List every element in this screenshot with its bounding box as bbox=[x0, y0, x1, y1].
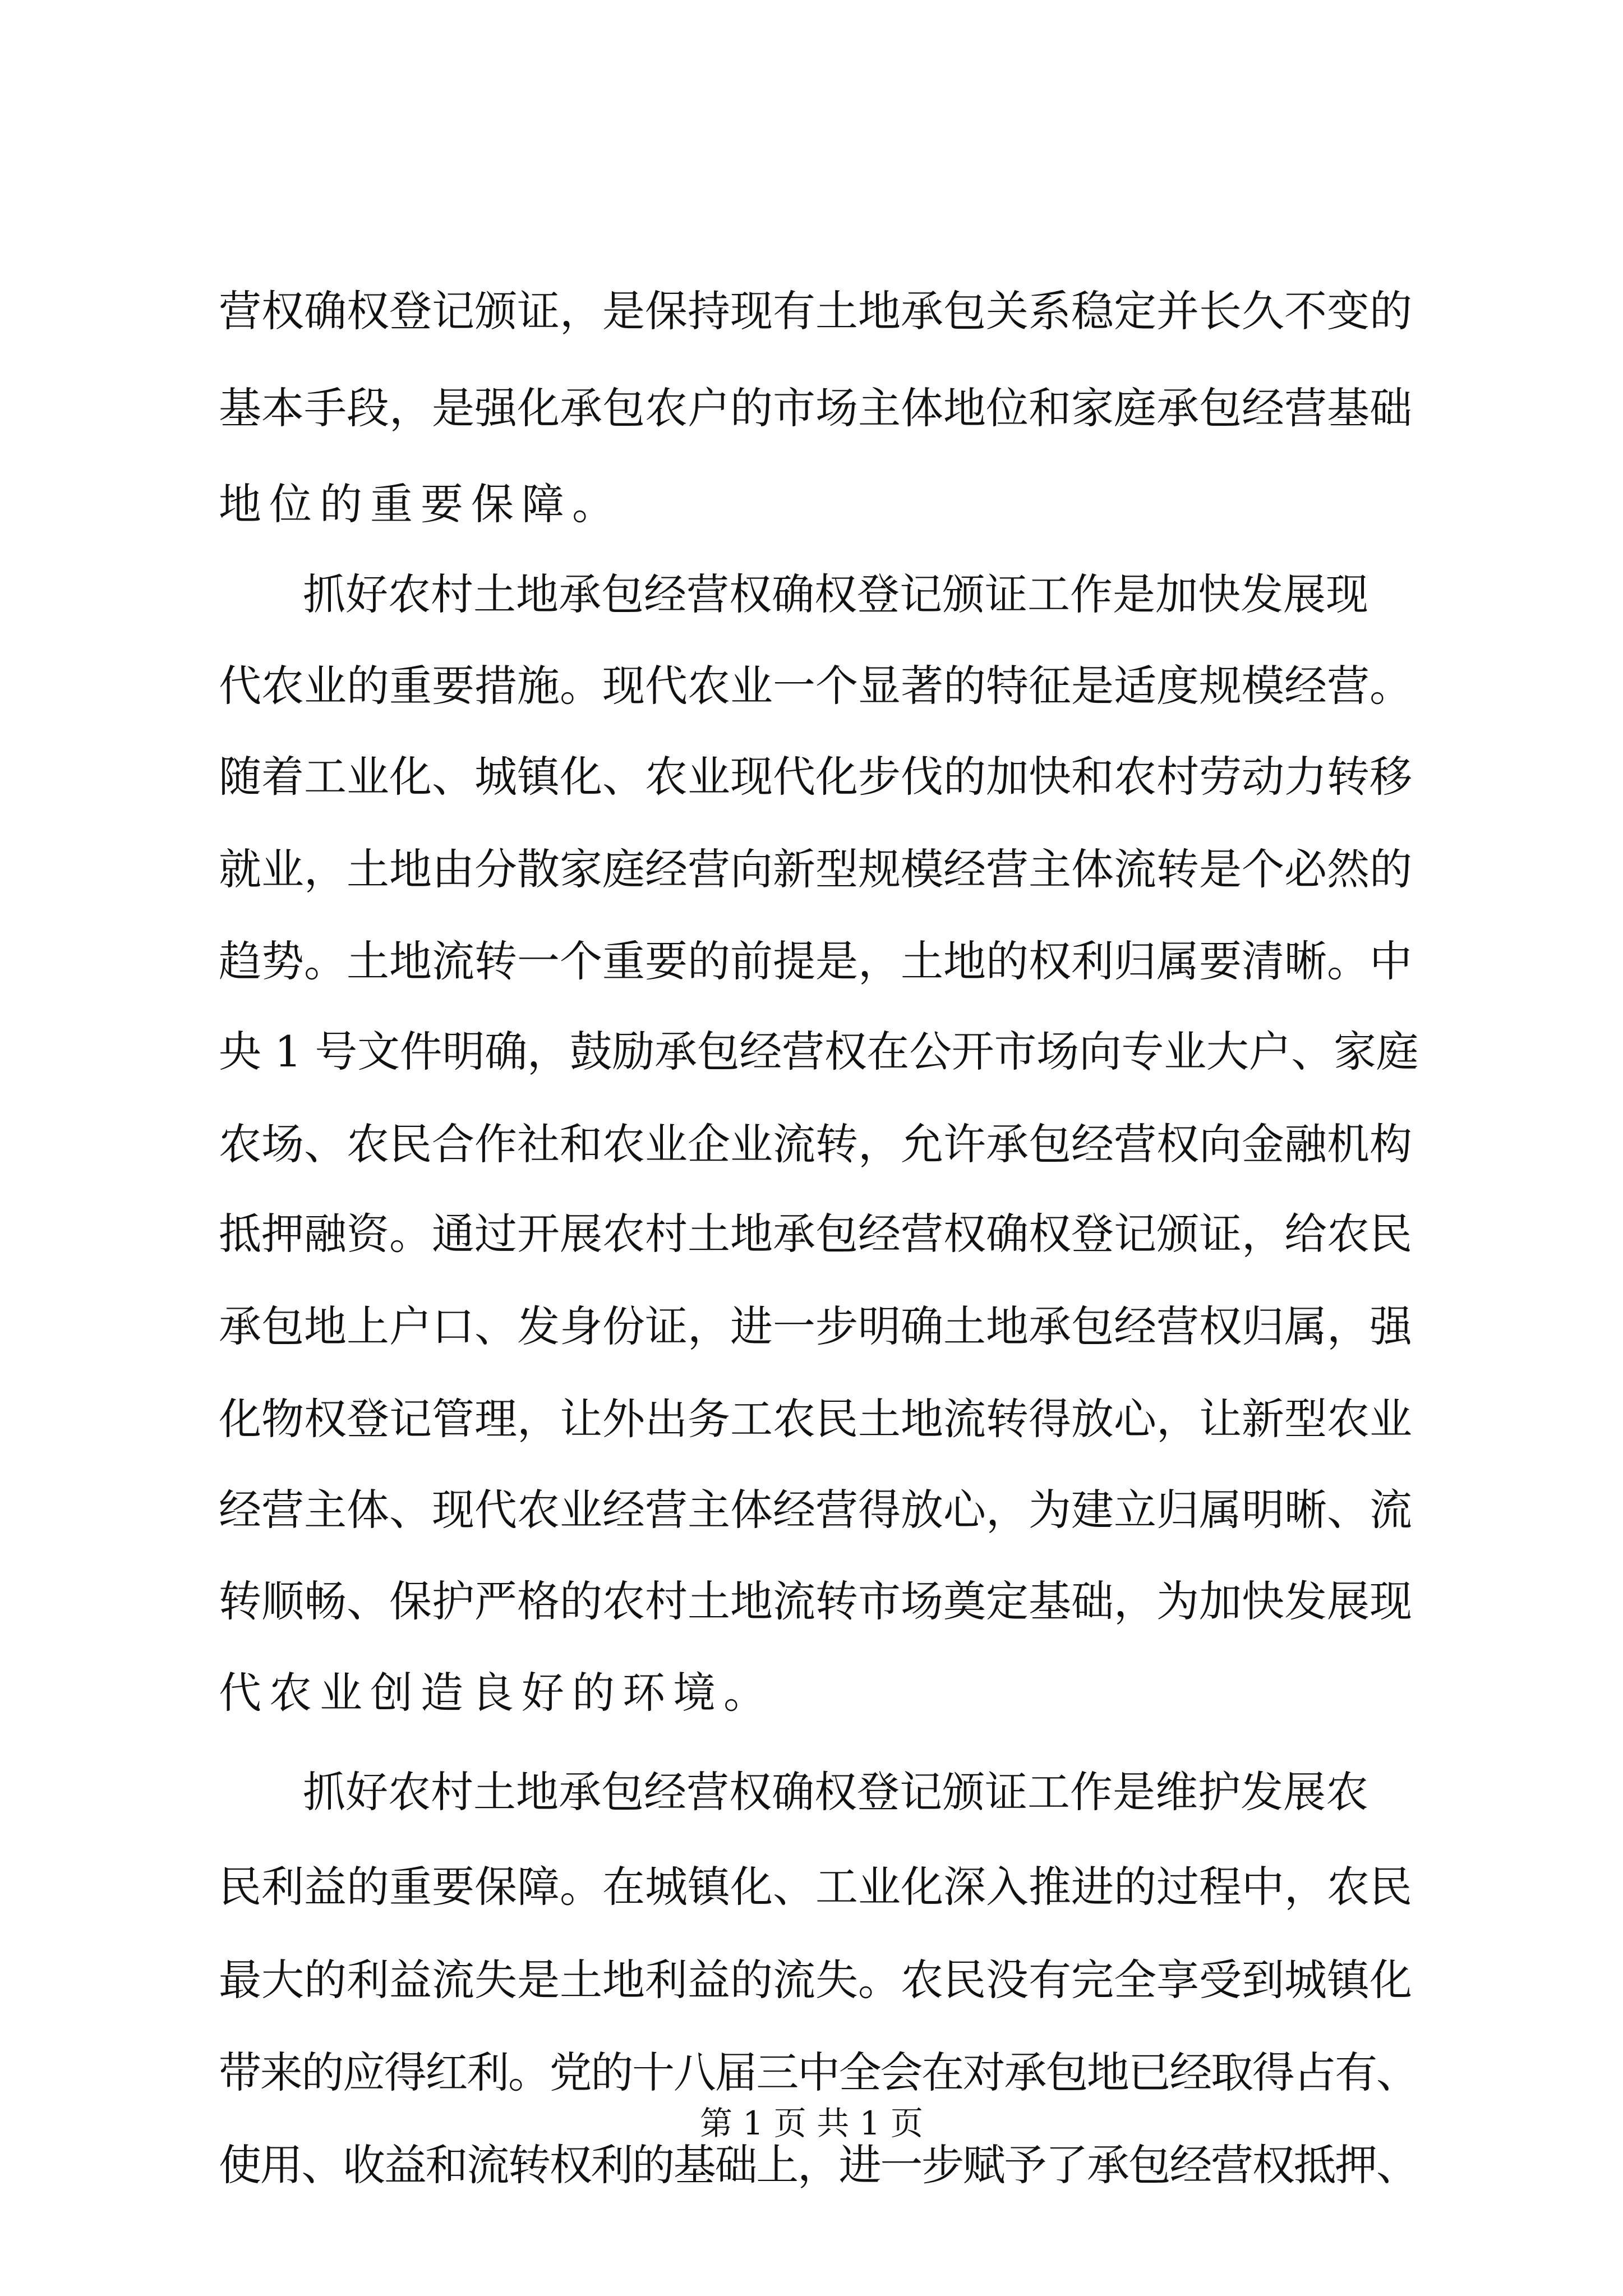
text-line-6: 随着工业化、城镇化、农业现代化步伐的加快和农村劳动力转移 bbox=[219, 752, 1412, 802]
text-line-11: 抵押融资。通过开展农村土地承包经营权确权登记颁证，给农民 bbox=[219, 1209, 1412, 1259]
text-line-10: 农场、农民合作社和农业企业流转，允许承包经营权向金融机构 bbox=[219, 1119, 1412, 1169]
text-line-5: 代农业的重要措施。现代农业一个显著的特征是适度规模经营。 bbox=[219, 661, 1412, 711]
text-line-15: 转顺畅、保护严格的农村土地流转市场奠定基础，为加快发展现 bbox=[219, 1576, 1412, 1626]
text-line-14: 经营主体、现代农业经营主体经营得放心，为建立归属明晰、流 bbox=[219, 1485, 1412, 1535]
text-line-4: 抓好农村土地承包经营权确权登记颁证工作是加快发展现 bbox=[303, 569, 1368, 619]
text-line-12: 承包地上户口、发身份证，进一步明确土地承包经营权归属，强 bbox=[219, 1301, 1412, 1351]
text-line-17: 抓好农村土地承包经营权确权登记颁证工作是维护发展农 bbox=[303, 1767, 1368, 1817]
text-line-21: 使用、收益和流转权利的基础上，进一步赋予了承包经营权抵押、 bbox=[219, 2140, 1418, 2190]
text-line-16: 代农业创造良好的环境。 bbox=[219, 1668, 774, 1718]
text-line-9: 央 1 号文件明确，鼓励承包经营权在公开市场向专业大户、家庭 bbox=[219, 1027, 1419, 1076]
text-line-20: 带来的应得红利。党的十八届三中全会在对承包地已经取得占有、 bbox=[219, 2047, 1418, 2097]
text-line-3: 地位的重要保障。 bbox=[219, 479, 623, 529]
text-line-7: 就业，土地由分散家庭经营向新型规模经营主体流转是个必然的 bbox=[219, 844, 1412, 894]
text-line-2: 基本手段，是强化承包农户的市场主体地位和家庭承包经营基础 bbox=[219, 383, 1412, 433]
text-line-18: 民利益的重要保障。在城镇化、工业化深入推进的过程中，农民 bbox=[219, 1862, 1412, 1912]
page-footer: 第 1 页 共 1 页 bbox=[700, 2104, 923, 2142]
text-line-19: 最大的利益流失是土地利益的流失。农民没有完全享受到城镇化 bbox=[219, 1955, 1412, 2005]
text-line-13: 化物权登记管理，让外出务工农民土地流转得放心，让新型农业 bbox=[219, 1394, 1412, 1444]
text-line-1: 营权确权登记颁证，是保持现有土地承包关系稳定并长久不变的 bbox=[219, 286, 1412, 336]
text-line-8: 趋势。土地流转一个重要的前提是，土地的权利归属要清晰。中 bbox=[219, 936, 1412, 986]
